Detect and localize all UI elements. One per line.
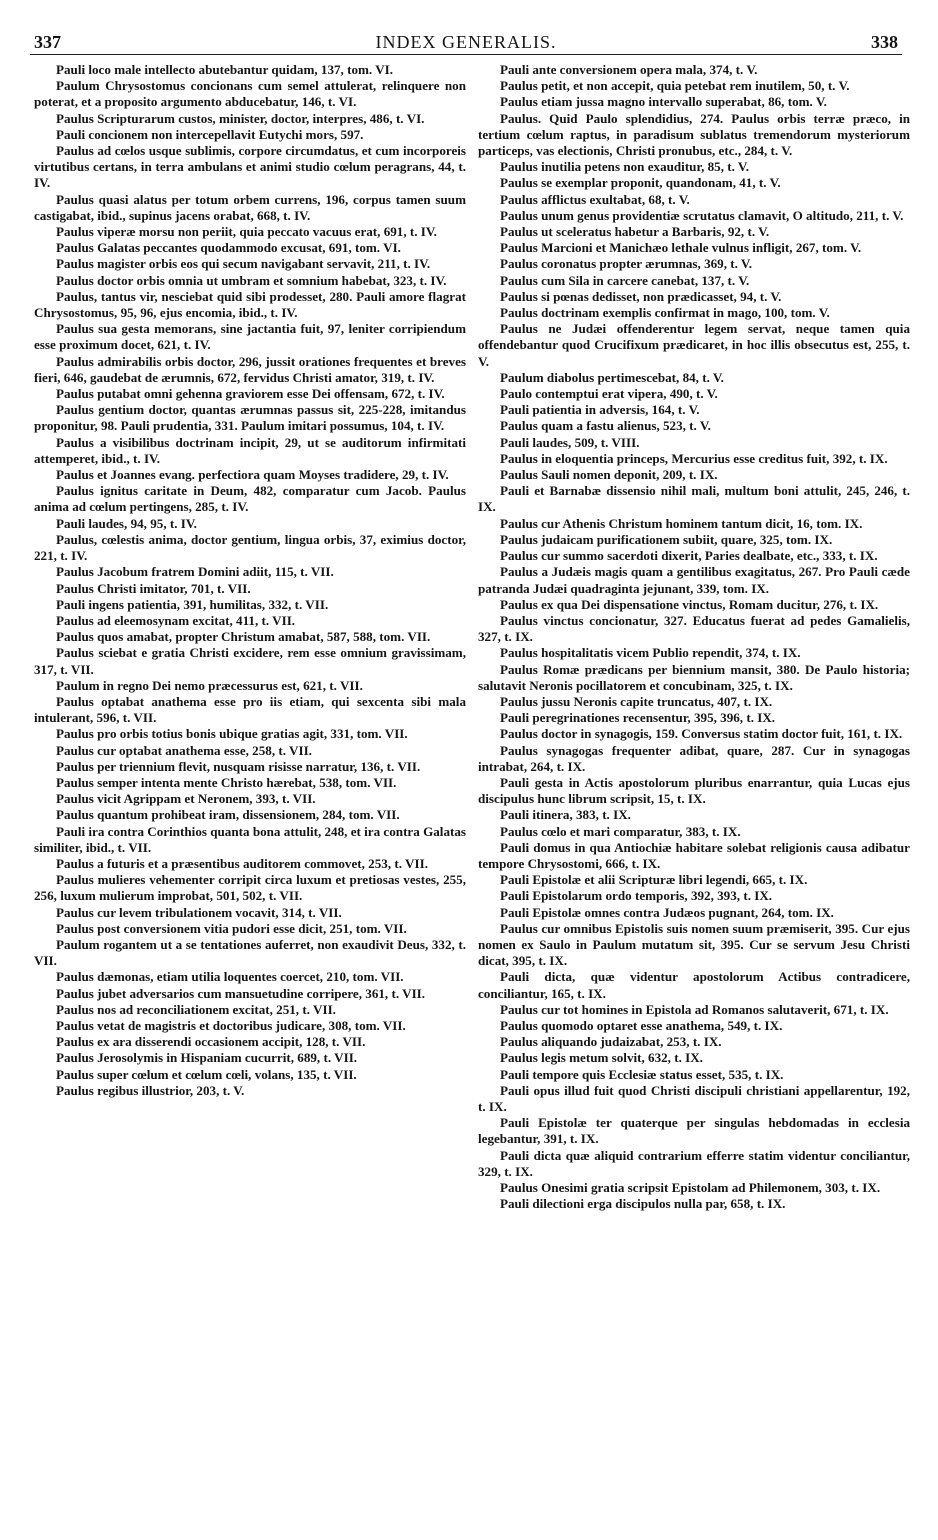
index-entry: Paulus cur summo sacerdoti dixerit, Paries dealbate, etc., 333, t. IX.	[500, 548, 878, 564]
index-entry: Pauli domus in qua Antiochiæ habitare solebat religionis causa adibatur tempore Chrysostomi, 666, t. IX.	[478, 839, 910, 871]
index-entry: Paulus ut sceleratus habetur a Barbaris, 92, t. V.	[500, 224, 770, 240]
index-entry: Paulus Onesimi gratia scripsit Epistolam ad Philemonem, 303, t. IX.	[500, 1180, 881, 1196]
index-entry: Paulus Jerosolymis in Hispaniam cucurrit, 689, t. VII.	[56, 1050, 358, 1066]
index-entry: Paulus etiam jussa magno intervallo superabat, 86, tom. V.	[500, 94, 827, 110]
index-entry: Paulus jussu Neronis capite truncatus, 407, t. IX.	[500, 693, 773, 709]
index-entry: Paulus judaicam purificationem subiit, quare, 325, tom. IX.	[500, 531, 833, 547]
index-entry: Paulo contemptui erat vipera, 490, t. V.	[500, 386, 718, 402]
index-entry: Paulus doctrinam exemplis confirmat in mago, 100, tom. V.	[500, 305, 830, 321]
page-title: INDEX GENERALIS.	[375, 32, 557, 52]
index-entry: Paulus Galatas peccantes quodammodo excusat, 691, tom. VI.	[56, 240, 401, 256]
index-entry: Paulus gentium doctor, quantas ærumnas passus sit, 225-228, imitandus proponitur, 98. Pauli prudentia, 331. Paulum imitari possumus, 104, t. IV.	[34, 402, 466, 434]
index-entry: Pauli concionem non intercepellavit Eutychi mors, 597.	[56, 126, 364, 142]
index-entry: Pauli peregrinationes recensentur, 395, 396, t. IX.	[500, 710, 776, 726]
index-entry: Paulus putabat omni gehenna graviorem esse Dei offensam, 672, t. IV.	[56, 386, 445, 402]
index-entry: Paulus sciebat e gratia Christi excidere, rem esse omnium gravissimam, 317, t. VII.	[34, 645, 466, 677]
index-entry: Paulus cur omnibus Epistolis suis nomen suum præmiserit, 395. Cur ejus nomen ex Saulo in Paulum mutatum sit, 395. Cur se servum Jesu Christi dicat, 395, t. IX.	[478, 920, 910, 969]
index-entry: Paulum diabolus pertimescebat, 84, t. V.	[500, 369, 724, 385]
index-entry: Paulus cur levem tribulationem vocavit, 314, t. VII.	[56, 904, 342, 920]
index-entry: Paulus inutilia petens non exauditur, 85, t. V.	[500, 159, 749, 175]
index-entry: Pauli laudes, 509, t. VIII.	[500, 434, 640, 450]
index-entry: Pauli Epistolarum ordo temporis, 392, 393, t. IX.	[500, 888, 773, 904]
index-entry: Pauli Epistolæ omnes contra Judæos pugnant, 264, tom. IX.	[500, 904, 834, 920]
index-entry: Paulus synagogas frequenter adibat, quare, 287. Cur in synagogas intrabat, 264, t. IX.	[478, 742, 910, 774]
index-entry: Paulus regibus illustrior, 203, t. V.	[56, 1082, 245, 1098]
index-entry: Paulus unum genus providentiæ scrutatus clamavit, O altitudo, 211, t. V.	[500, 207, 904, 223]
index-entry: Paulus semper intenta mente Christo hærebat, 538, tom. VII.	[56, 774, 397, 790]
index-entry: Paulus Jacobum fratrem Domini adiit, 115, t. VII.	[56, 564, 334, 580]
page-number-right: 338	[871, 32, 898, 52]
index-entry: Pauli Epistolæ ter quaterque per singulas hebdomadas in ecclesia legebantur, 391, t. IX.	[478, 1115, 910, 1147]
index-entry: Paulus afflictus exultabat, 68, t. V.	[500, 191, 690, 207]
index-entry: Pauli laudes, 94, 95, t. IV.	[56, 515, 197, 531]
index-entry: Paulus sua gesta memorans, sine jactantia fuit, 97, leniter corripiendum esse proximum docet, 621, t. IV.	[34, 321, 466, 353]
index-entry: Paulum Chrysostomus concionans cum semel attulerat, relinquere non poterat, et a proposito argumento abducebatur, 146, t. VI.	[34, 78, 466, 110]
index-entry: Paulus Scripturarum custos, minister, doctor, interpres, 486, t. VI.	[56, 110, 425, 126]
page-number-left: 337	[34, 32, 61, 52]
index-entry: Paulus viperæ morsu non periit, quia peccato vacuus erat, 691, t. IV.	[56, 224, 437, 240]
index-entry: Paulus quomodo optaret esse anathema, 549, t. IX.	[500, 1017, 783, 1033]
index-entry: Paulus doctor orbis omnia ut umbram et somnium habebat, 323, t. IV.	[56, 272, 447, 288]
index-entry: Pauli loco male intellecto abutebantur quidam, 137, tom. VI.	[56, 62, 394, 77]
index-entry: Pauli patientia in adversis, 164, t. V.	[500, 402, 700, 418]
index-entry: Paulus legis metum solvit, 632, t. IX.	[500, 1050, 703, 1066]
index-entry: Paulus cur tot homines in Epistola ad Romanos salutaverit, 671, t. IX.	[500, 1001, 889, 1017]
index-entry: Paulus jubet adversarios cum mansuetudine corripere, 361, t. VII.	[56, 985, 426, 1001]
index-entry: Paulus quos amabat, propter Christum amabat, 587, 588, tom. VII.	[56, 629, 431, 645]
index-entry: Paulus magister orbis eos qui secum navigabant servavit, 211, t. IV.	[56, 256, 431, 272]
left-column	[34, 62, 466, 1099]
index-entry: Paulus admirabilis orbis doctor, 296, jussit orationes frequentes et breves fieri, 646, gaudebat de ærumnis, 672, fervidus Christi amator, 319, t. IV.	[34, 353, 466, 385]
index-entry: Paulus doctor in synagogis, 159. Conversus statim doctor fuit, 161, t. IX.	[500, 726, 903, 742]
index-entry: Paulus ad cœlos usque sublimis, corpore circumdatus, et cum incorporeis virtutibus certans, in terra ambulans et animi studio cœlum peragrans, 44, t. IV.	[34, 143, 466, 191]
index-entry: Pauli dilectioni erga discipulos nulla par, 658, t. IX.	[500, 1196, 786, 1212]
index-entry: Paulus, tantus vir, nesciebat quid sibi prodesset, 280. Pauli amore flagrat Chrysostomus, 95, 96, ejus encomia, ibid., t. IV.	[34, 288, 466, 321]
index-entry: Paulus vicit Agrippam et Neronem, 393, t. VII.	[56, 791, 316, 807]
index-entry: Paulus aliquando judaizabat, 253, t. IX.	[500, 1034, 722, 1050]
index-entry: Paulus quam a fastu alienus, 523, t. V.	[500, 418, 711, 434]
index-entry: Paulus Christi imitator, 701, t. VII.	[56, 580, 251, 596]
index-entry: Paulus, cœlestis anima, doctor gentium, lingua orbis, 37, eximius doctor, 221, t. IV.	[34, 531, 466, 564]
index-entry: Paulus in eloquentia princeps, Mercurius esse creditus fuit, 392, t. IX.	[500, 450, 888, 466]
index-entry: Paulus ad eleemosynam excitat, 411, t. VII.	[56, 612, 296, 628]
index-entry: Paulus cum Sila in carcere canebat, 137, t. V.	[500, 272, 750, 288]
index-entry: Paulus nos ad reconciliationem excitat, 251, t. VII.	[56, 1001, 336, 1017]
index-entry: Paulus dæmonas, etiam utilia loquentes coercet, 210, tom. VII.	[56, 969, 404, 985]
index-entry: Paulus pro orbis totius bonis ubique gratias agit, 331, tom. VII.	[56, 726, 408, 742]
index-entry: Paulus optabat anathema esse pro iis etiam, qui sexcenta sibi mala intulerant, 596, t. VII.	[34, 693, 466, 726]
index-entry: Paulus per triennium flevit, nusquam risisse narratur, 136, t. VII.	[56, 758, 421, 774]
index-entry: Pauli gesta in Actis apostolorum pluribus enarrantur, quia Lucas ejus discipulus hunc librum scripsit, 15, t. IX.	[478, 774, 910, 807]
index-entry: Paulum rogantem ut a se tentationes auferret, non exaudivit Deus, 332, t. VII.	[34, 936, 466, 969]
index-entry: Paulus ne Judæi offenderentur legem servat, neque tamen quia offendebantur quod Crucifixum prædicaret, in hoc illis obsecutus est, 255, t. V.	[478, 321, 910, 369]
index-entry: Paulus a futuris et a præsentibus auditorem commovet, 253, t. VII.	[56, 855, 428, 871]
index-entry: Paulus quasi alatus per totum orbem currens, 196, corpus tamen suum castigabat, ibid., supinus jacens orabat, 668, t. IV.	[34, 191, 466, 223]
index-entry: Paulus post conversionem vitia pudori esse dicit, 251, tom. VII.	[56, 920, 407, 936]
index-entry: Paulus super cœlum et cœlum cœli, volans, 135, t. VII.	[56, 1066, 357, 1082]
index-entry: Paulus ignitus caritate in Deum, 482, comparatur cum Jacob. Paulus anima ad cœlum pertingens, 285, t. IV.	[34, 483, 466, 515]
index-entry: Pauli ante conversionem opera mala, 374, t. V.	[500, 62, 758, 77]
index-entry: Paulus quantum prohibeat iram, dissensionem, 284, tom. VII.	[56, 807, 400, 823]
index-entry: Paulus ex ara disserendi occasionem accipit, 128, t. VII.	[56, 1034, 366, 1050]
index-entry: Pauli ira contra Corinthios quanta bona attulit, 248, et ira contra Galatas similiter, ibid., t. VII.	[34, 823, 466, 855]
index-entry: Paulus ex qua Dei dispensatione vinctus, Romam ducitur, 276, t. IX.	[500, 596, 879, 612]
index-entry: Paulus. Quid Paulo splendidius, 274. Paulus orbis terræ præco, in tertium cœlum raptus, in paradisum sublatus tremendorum mysteriorum particeps, vas electionis, Christi pronubus, etc., 284, t. V.	[478, 110, 910, 159]
index-entry: Pauli dicta, quæ videntur apostolorum Actibus contradicere, conciliantur, 165, t. IX.	[478, 969, 910, 1001]
index-entry: Pauli Epistolæ et alii Scripturæ libri legendi, 665, t. IX.	[500, 872, 808, 888]
index-entry: Paulus Romæ prædicans per biennium mansit, 380. De Paulo historia; salutavit Neronis pocillatorem et concubinam, 325, t. IX.	[478, 661, 910, 693]
index-entry: Paulus si pœnas dedisset, non prædicasset, 94, t. V.	[500, 288, 782, 304]
index-entry: Paulus et Joannes evang. perfectiora quam Moyses tradidere, 29, t. IV.	[56, 467, 449, 483]
index-entry: Paulus cur optabat anathema esse, 258, t. VII.	[56, 742, 312, 758]
index-entry: Paulus vinctus concionatur, 327. Educatus fuerat ad pedes Gamalielis, 327, t. IX.	[478, 612, 910, 645]
index-entry: Paulus a Judæis magis quam a gentilibus exagitatus, 267. Pro Pauli cæde patranda Judæi quadraginta jejunant, 339, tom. IX.	[478, 564, 910, 596]
index-entry: Paulus cœlo et mari comparatur, 383, t. IX.	[500, 823, 741, 839]
index-entry: Paulus petit, et non accepit, quia petebat rem inutilem, 50, t. V.	[500, 78, 850, 94]
index-entry: Pauli tempore quis Ecclesiæ status esset, 535, t. IX.	[500, 1066, 784, 1082]
index-entry: Paulus cur Athenis Christum hominem tantum dicit, 16, tom. IX.	[500, 515, 863, 531]
right-column	[478, 62, 910, 1212]
index-entry: Paulus coronatus propter ærumnas, 369, t. V.	[500, 256, 752, 272]
index-entry: Paulus Marcioni et Manichæo lethale vulnus infligit, 267, tom. V.	[500, 240, 862, 256]
index-entry: Paulus hospitalitatis vicem Publio rependit, 374, t. IX.	[500, 645, 801, 661]
page-header	[30, 32, 902, 55]
index-entry: Pauli itinera, 383, t. IX.	[500, 807, 631, 823]
index-entry: Pauli et Barnabæ dissensio nihil mali, multum boni attulit, 245, 246, t. IX.	[478, 483, 910, 515]
index-entry: Paulus Sauli nomen deponit, 209, t. IX.	[500, 467, 718, 483]
index-entry: Paulus a visibilibus doctrinam incipit, 29, ut se auditorum infirmitati attemperet, ibid., t. IV.	[34, 434, 466, 466]
index-entry: Paulum in regno Dei nemo præcessurus est, 621, t. VII.	[56, 677, 363, 693]
index-entry: Paulus vetat de magistris et doctoribus judicare, 308, tom. VII.	[56, 1017, 406, 1033]
index-entry: Pauli ingens patientia, 391, humilitas, 332, t. VII.	[56, 596, 329, 612]
index-entry: Pauli dicta quæ aliquid contrarium efferre statim videntur conciliantur, 329, t. IX.	[478, 1147, 910, 1179]
index-entry: Paulus mulieres vehementer corripit circa luxum et pretiosas vestes, 255, 256, luxum mulierum improbat, 501, 502, t. VII.	[34, 872, 466, 904]
index-entry: Paulus se exemplar proponit, quandonam, 41, t. V.	[500, 175, 781, 191]
index-entry: Pauli opus illud fuit quod Christi discipuli christiani appellarentur, 192, t. IX.	[478, 1082, 910, 1114]
